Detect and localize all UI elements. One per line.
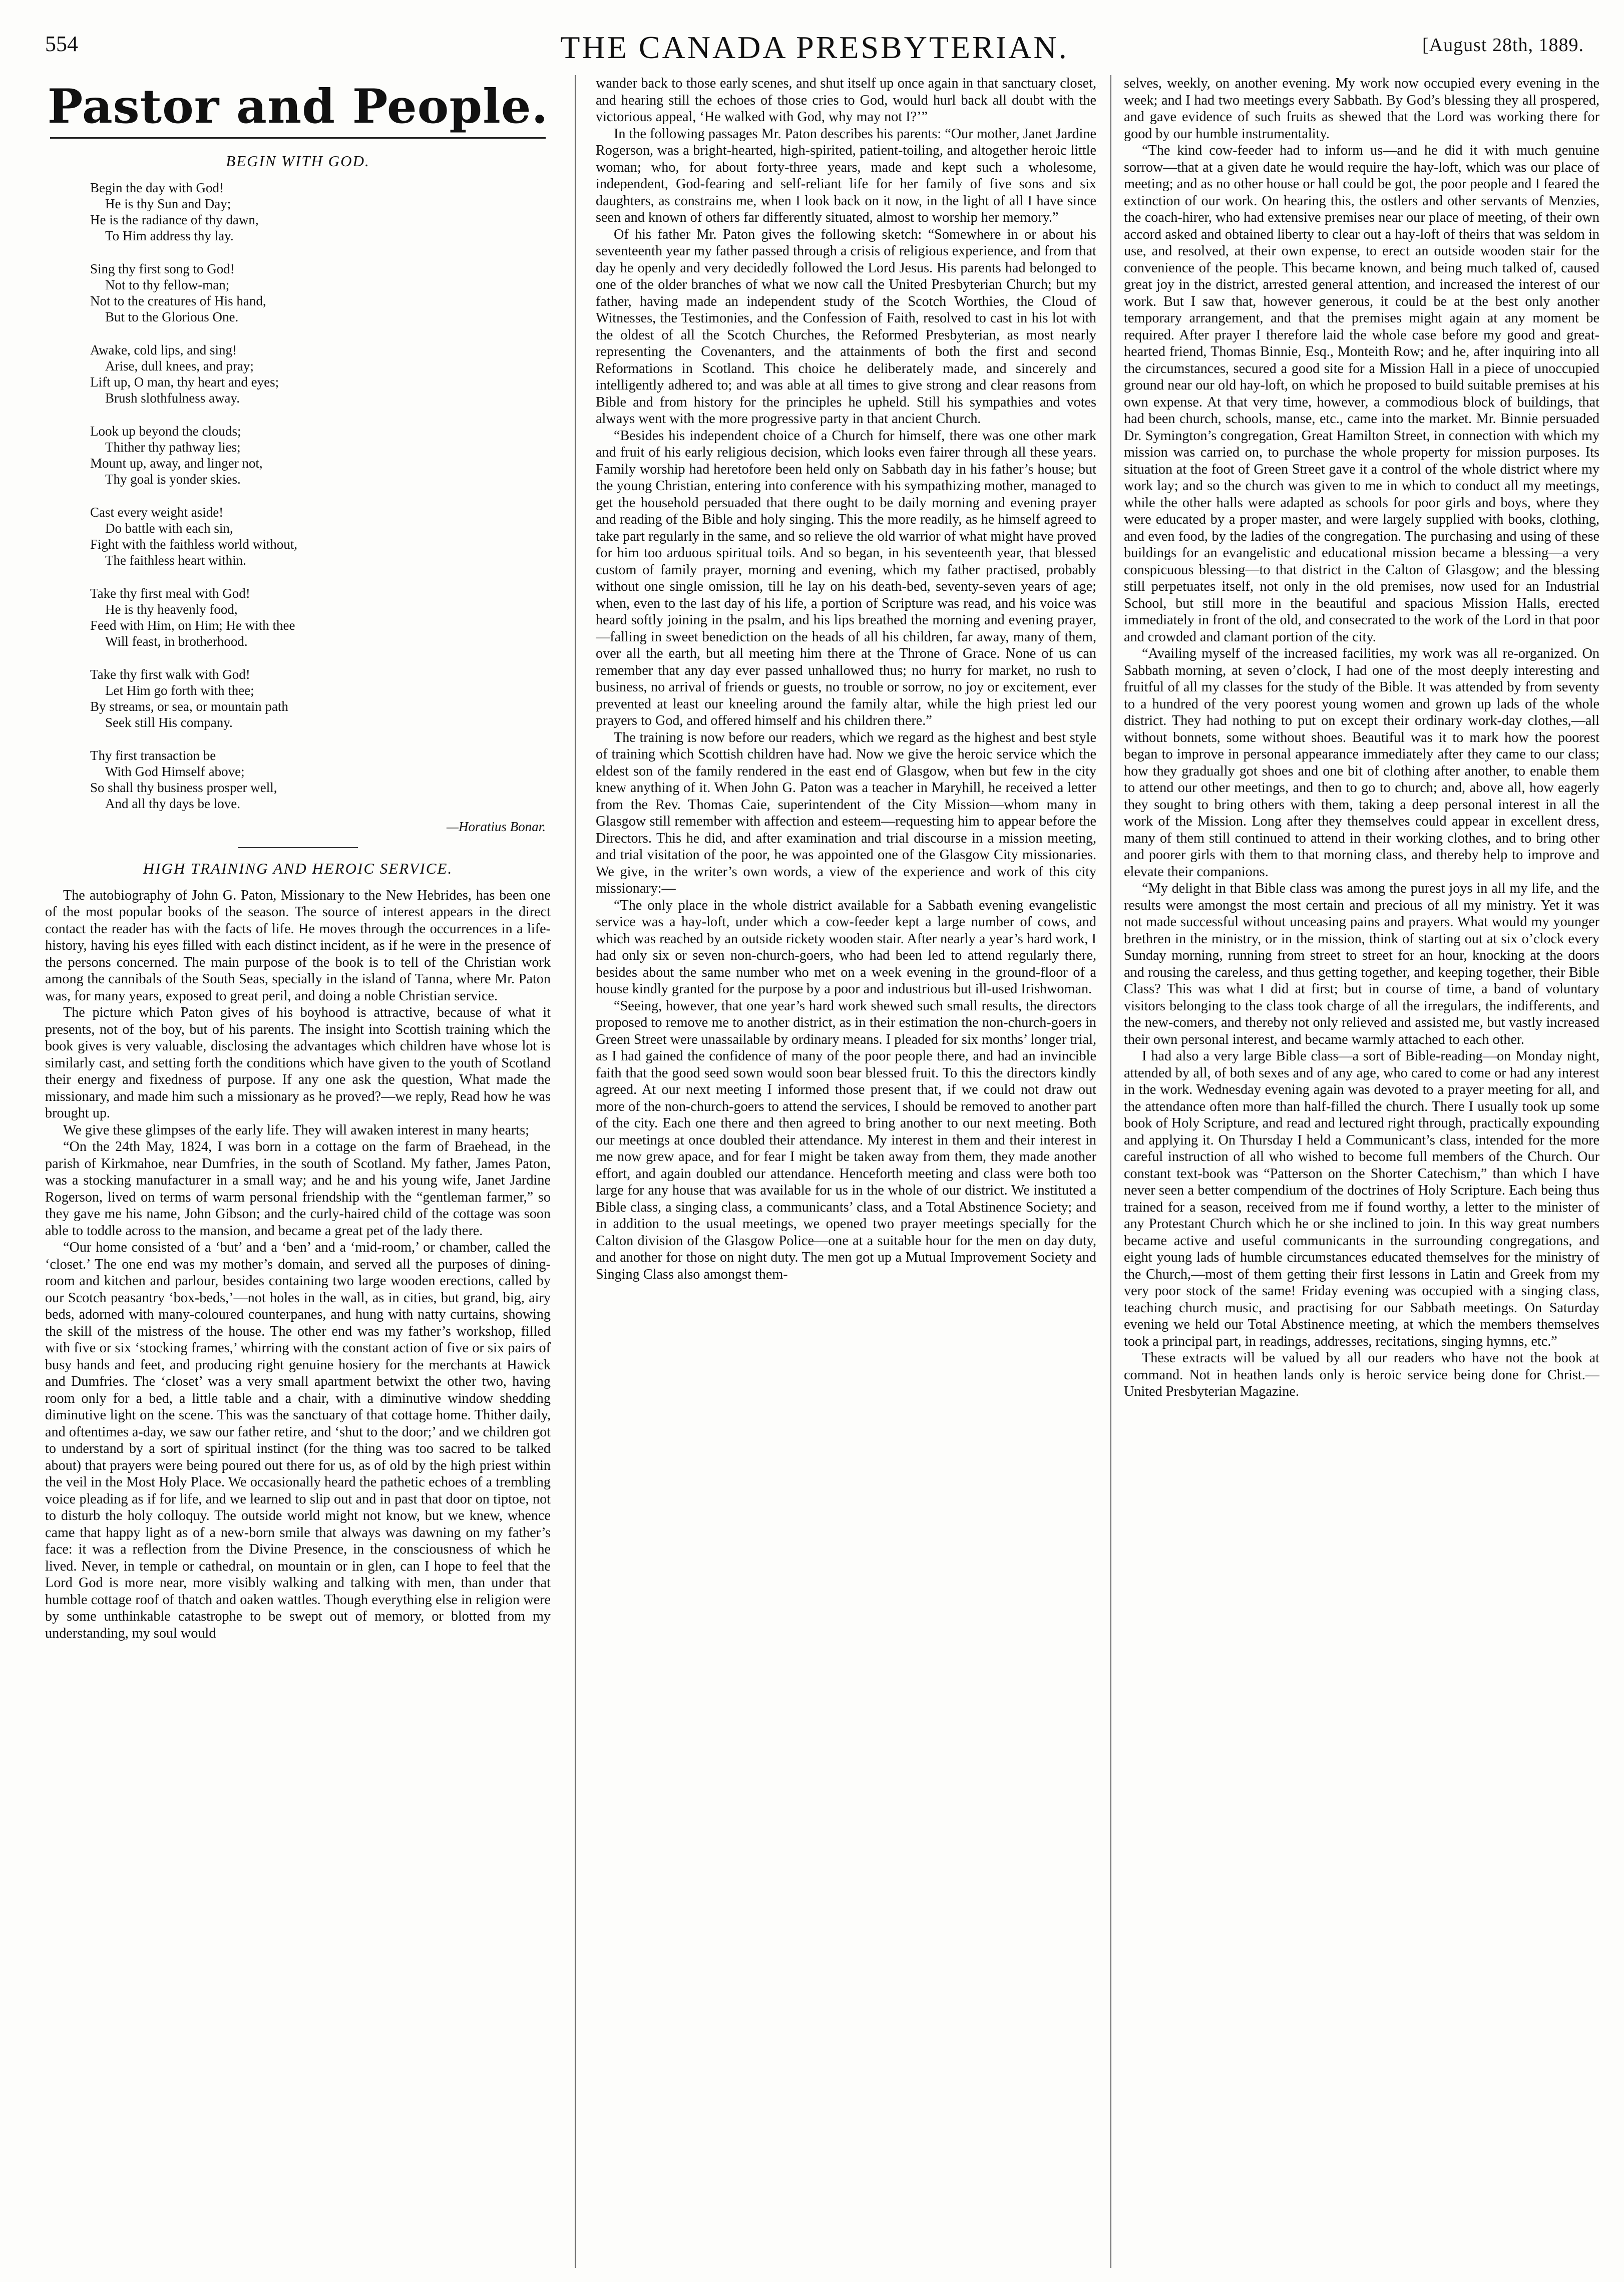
poem-stanza xyxy=(90,342,551,406)
poem-line: Look up beyond the clouds; xyxy=(90,423,241,439)
article-body-col3 xyxy=(1124,75,1599,1400)
poem-line: Thy first transaction be xyxy=(90,747,216,763)
poem-line: He is the radiance of thy dawn, xyxy=(90,212,259,227)
article-body-col1 xyxy=(45,887,551,1642)
article-paragraph: “My delight in that Bible class was among the purest joys in all my life, and the results were amongst the most certain and precious of all my ministry. Yet it was not made successful without unceasing pains and prayers. What would my younger brethren in the ministry, or in the mission, think of starting out at six o’clock every Sunday morning, running from street to street for an hour, knocking at the doors and rousing the careless, and thus getting together, and keeping together, their Bible Class? This was what I did at first; but in course of time, a band of voluntary visitors belonging to the class took charge of all the irregulars, the indifferents, and the new-comers, and thereby not only relieved and assisted me, but vastly increased their own personal interest, and became warmly attached to each other. xyxy=(1124,881,1599,1047)
poem-stanza xyxy=(90,504,551,568)
poem-line: Sing thy first song to God! xyxy=(90,261,235,276)
poem-title: BEGIN WITH GOD. xyxy=(226,152,370,170)
article-paragraph: “On the 24th May, 1824, I was born in a cottage on the farm of Braehead, in the parish of Kirkmahoe, near Dumfries, in the south of Scotland. My father, James Paton, was a stocking manufacturer in a small way; and he and his young wife, Janet Jardine Rogerson, lived on terms of warm personal friendship with the “gentleman farmer,” so they gave me his name, John Gibson; and the curly-haired child of the cottage was soon able to toddle across to the mansion, and became a great pet of the lady there. xyxy=(45,1139,551,1239)
poem-stanza xyxy=(90,180,551,244)
poem-line: Fight with the faithless world without, xyxy=(90,536,297,552)
article-paragraph: In the following passages Mr. Paton describes his parents: “Our mother, Janet Jardine Rogerson, was a bright-hearted, high-spirited, patient-toiling, and altogether heroic little woman; who, for about forty-three years, made and kept such a wholesome, independent, God-fearing and self-reliant life for her family of five sons and six daughters, as constrains me, when I look back on it now, in the light of all I have since seen and known of others far differently situated, almost to worship her memory.” xyxy=(596,126,1096,225)
article-paragraph: “The only place in the whole district available for a Sabbath evening evangelistic service was a hay-loft, under which a cow-feeder kept a large number of cows, and which was reached by an outside rickety wooden stair. After nearly a year’s hard work, I had only six or seven non-church-goers, who had been led to attend regularly there, besides about the same number who met on a week evening in the ground-floor of a house kindly granted for the purpose by a poor and industrious but ill-used Irishwoman. xyxy=(596,897,1096,997)
poem-line: And all thy days be love. xyxy=(105,796,240,811)
poem-line: Awake, cold lips, and sing! xyxy=(90,342,237,357)
article-body-col2 xyxy=(596,75,1096,1283)
poem-line: To Him address thy lay. xyxy=(105,228,234,243)
article-paragraph: “Our home consisted of a ‘but’ and a ‘ben’ and a ‘mid-room,’ or chamber, called the ‘closet.’ The one end was my mother’s domain, and served all the purposes of dining-room and kitchen and parlour, besides containing two large wooden erections, called by our Scotch peasantry ‘box-beds,’—not holes in the wall, as in cities, but grand, big, airy beds, adorned with many-coloured counterpanes, and hung with natty curtains, showing the skill of the mistress of the house. The other end was my father’s workshop, filled with five or six ‘stocking frames,’ whirring with the constant action of five or six pairs of busy hands and feet, and producing right genuine hosiery for the merchants at Hawick and Dumfries. The ‘closet’ was a very small apartment betwixt the other two, having room only for a bed, a little table and a chair, with a diminutive window shedding diminutive light on the scene. This was the sanctuary of that cottage home. Thither daily, and oftentimes a-day, we saw our father retire, and ‘shut to the door;’ and we children got to understand by a sort of spiritual instinct (for the thing was too sacred to be talked about) that prayers were being poured out there for us, as of old by the high priest within the veil in the Most Holy Place. We occasionally heard the pathetic echoes of a trembling voice pleading as if for life, and we learned to slip out and in past that door on tiptoe, not to disturb the holy colloquy. The outside world might not know, but we knew, whence came that happy light as of a new-born smile that always was dawning on my father’s face: it was a reflection from the Divine Presence, in the consciousness of which he lived. Never, in temple or cathedral, on mountain or in glen, can I hope to feel that the Lord God is more near, more visibly walking and talking with men, than under that humble cottage roof of thatch and oaken wattles. Though everything else in religion were by some unthinkable catastrophe to be swept out of memory, or blotted from my understanding, my soul would xyxy=(45,1240,551,1641)
publication-title: THE CANADA PRESBYTERIAN. xyxy=(560,30,1069,65)
poem-stanza xyxy=(90,666,551,730)
article-paragraph: The training is now before our readers, which we regard as the highest and best style of training which Scottish children have had. Now we give the heroic service which the eldest son of the family rendered in the east end of Glasgow, when but few in the city knew anything of it. When John G. Paton was a teacher in Maryhill, he received a letter from the Rev. Thomas Caie, superintendent of the City Mission—whom many in Glasgow still remember with affection and esteem—requesting him to appear before the Directors. This he did, and after examination and trial discourse in a mission meeting, and trial visitation of the poor, he was appointed one of the Glasgow City missionaries. We give, in the writer’s own words, a view of the experience and work of this city missionary:— xyxy=(596,729,1096,896)
poem-stanza xyxy=(90,747,551,812)
poem-stanza xyxy=(90,261,551,325)
poem-line: By streams, or sea, or mountain path xyxy=(90,698,288,714)
section-divider xyxy=(238,847,358,848)
poem-line: Thy goal is yonder skies. xyxy=(105,471,241,487)
poem-line: Take thy first meal with God! xyxy=(90,585,250,601)
column-1 xyxy=(45,75,551,2268)
article-paragraph: We give these glimpses of the early life. They will awaken interest in many hearts; xyxy=(63,1122,530,1138)
article-paragraph: The picture which Paton gives of his boyhood is attractive, because of what it presents, not of the boy, but of his parents. The insight into Scottish training which the book gives is very valuable, disclosing the advantages which children have whose lot is similarly cast, and setting forth the conditions which have given to the youth of Scotland their energy and fixedness of purpose. If any one ask the question, What made the missionary, and made him such a missionary as he proved?—we reply, Read how he was brought up. xyxy=(45,1005,551,1121)
poem-line: Do battle with each sin, xyxy=(105,520,233,536)
poem-line: Cast every weight aside! xyxy=(90,504,224,520)
issue-date: [August 28th, 1889. xyxy=(1422,35,1584,56)
poem-line: Not to thy fellow-man; xyxy=(105,277,230,292)
poem-line: He is thy heavenly food, xyxy=(105,601,238,617)
poem-line: He is thy Sun and Day; xyxy=(105,196,231,211)
heading-rule xyxy=(50,137,546,139)
poem-line: But to the Glorious One. xyxy=(105,309,239,324)
poem-line: Mount up, away, and linger not, xyxy=(90,455,263,471)
poem-line: Lift up, O man, thy heart and eyes; xyxy=(90,374,279,390)
column-3 xyxy=(1124,75,1599,2268)
poem-line: Brush slothfulness away. xyxy=(105,390,240,406)
article-title: HIGH TRAINING AND HEROIC SERVICE. xyxy=(143,860,453,877)
poem-attribution: —Horatius Bonar. xyxy=(446,819,546,834)
poem-line: Will feast, in brotherhood. xyxy=(105,633,248,649)
column-2 xyxy=(596,75,1096,2268)
poem-line: Begin the day with God! xyxy=(90,180,224,195)
poem-line: Arise, dull knees, and pray; xyxy=(105,358,254,373)
article-paragraph: The autobiography of John G. Paton, Missionary to the New Hebrides, has been one of the most popular books of the season. The source of interest appears in the direct contact the reader has with the facts of life. He moves through the occurrences in a life-history, having his eyes filled with each distinct incident, as if he were in the presence of the persons concerned. The main purpose of the book is to tell of the Christian work among the cannibals of the South Seas, specially in the island of Tanna, where Mr. Paton was, for many years, exposed to great peril, and doing a noble Christian service. xyxy=(45,887,551,1004)
department-heading: Pastor and People. xyxy=(47,79,549,134)
article-paragraph: “Besides his independent choice of a Church for himself, there was one other mark and fruit of his early religious decision, which looks even fairer through all these years. Family worship had heretofore been held only on Sabbath day in his father’s house; but the young Christian, entering into conference with his sympathizing mother, managed to get the household persuaded that there ought to be daily morning and evening prayer and reading of the Bible and holy singing. This the more readily, as he himself agreed to take part regularly in the same, and so relieve the old warrior of what might have proved for him too arduous spiritual toils. And so began, in his seventeenth year, that blessed custom of family prayer, morning and evening, which my father practised, probably without one single omission, till he lay on his death-bed, seventy-seven years of age; when, even to the last day of his life, a portion of Scripture was read, and his voice was heard softly joining in the psalm, and his lips breathed the morning and evening prayer,—falling in sweet benediction on the heads of all his children, far away, many of them, over all the earth, but all meeting him there at the Throne of Grace. None of us can remember that any day ever passed unhallowed thus; no hurry for market, no rush to business, no arrival of friends or guests, no trouble or sorrow, no joy or excitement, ever prevented at least our kneeling around the family altar, while the high priest led our prayers to God, and offered himself and his children there.” xyxy=(596,428,1096,728)
article-paragraph: “The kind cow-feeder had to inform us—and he did it with much genuine sorrow—that at a given date he would require the hay-loft, which was our place of meeting; and as no other house or hall could be got, the poor people and I feared the extinction of our work. On hearing this, the ostlers and other servants of Menzies, the coach-hirer, who had extensive premises near our place of meeting, of their own accord asked and obtained liberty to clear out a hay-loft of theirs that was seldom in use, and resolved, at their own expense, to erect an outside wooden stair for the convenience of the people. This became known, and being much talked of, caused great joy in the district, arrested general attention, and increased the interest of our work. But I saw that, however generous, it could be at the best only another temporary arrangement, and that the premises might again at any moment be required. After prayer I therefore laid the whole case before my good and great-hearted friend, Thomas Binnie, Esq., Monteith Row; and he, after inquiring into all the circumstances, secured a good site for a Mission Hall in a piece of unoccupied ground near our old hay-loft, on which he proposed to build suitable premises at his own expense. At that very time, however, a commodious block of buildings, that had been church, schools, manse, etc., came into the market. Mr. Binnie persuaded Dr. Symington’s congregation, Great Hamilton Street, in connection with which my mission was carried on, to purchase the whole property for mission purposes. Its situation at the foot of Green Street gave it a control of the whole district where my work lay; and so the church was given to me in which to conduct all my meetings, while the other halls were adapted as schools for poor girls and boys, where they were educated by a proper master, and were largely supplied with books, clothing, and even food, by the ladies of the congregation. The purchasing and using of these buildings for an evangelistic and educational mission became a blessing—a very conspicuous blessing—to that district in the Calton of Glasgow; and the blessing still perpetuates itself, not only in the old premises, now used for an Industrial School, but still more in the beautiful and spacious Mission Halls, erected immediately in front of the old, and consecrated to the work of the Lord in that poor and crowded and clamant portion of the city. xyxy=(1124,143,1599,645)
poem-line: Thither thy pathway lies; xyxy=(105,439,241,455)
column-rule xyxy=(1110,75,1111,2268)
poem-line: Feed with Him, on Him; He with thee xyxy=(90,617,295,633)
article-paragraph: selves, weekly, on another evening. My work now occupied every evening in the week; and I had two meetings every Sabbath. By God’s blessing they all prospered, and gave evidence of such fruits as shewed that the Lord was working there for good by our humble instrumentality. xyxy=(1124,76,1599,142)
poem-stanza xyxy=(90,585,551,649)
poem-stanza xyxy=(90,423,551,487)
poem-line: Seek still His company. xyxy=(105,714,233,730)
article-paragraph: wander back to those early scenes, and shut itself up once again in that sanctuary closet, and hearing still the echoes of those cries to God, would hurl back all doubt with the victorious appeal, ‘He walked with God, why may not I?’” xyxy=(596,76,1096,125)
poem-line: So shall thy business prosper well, xyxy=(90,780,277,795)
poem-line: With God Himself above; xyxy=(105,764,245,779)
column-rule xyxy=(575,75,576,2268)
article-paragraph: “Availing myself of the increased facilities, my work was all re-organized. On Sabbath morning, at seven o’clock, I had one of the most deeply interesting and fruitful of all my classes for the study of the Bible. It was attended by from seventy to a hundred of the very poorest young women and grown up lads of the whole district. They had nothing to put on except their ordinary work-day clothes,—all without bonnets, some without shoes. Beautiful was it to mark how the poorest began to improve in personal appearance immediately after they came to our class; how they gradually got shoes and one bit of clothing after another, to enable them to attend our other meetings, and then to go to church; and, above all, how eagerly they sought to bring others with them, taking a deep personal interest in all the work of the Mission. Long after they themselves could appear in excellent dress, many of them still continued to attend in their working clothes, and to bring other and poorer girls with them to that morning class, and thereby help to improve and elevate their companions. xyxy=(1124,646,1599,880)
poem-line: Not to the creatures of His hand, xyxy=(90,293,266,308)
poem-line: Let Him go forth with thee; xyxy=(105,682,254,698)
running-head xyxy=(45,29,1584,64)
article-paragraph: I had also a very large Bible class—a sort of Bible-reading—on Monday night, attended by all, of both sexes and of any age, who cared to come or had any interest in the work. Wednesday evening again was devoted to a prayer meeting for all, and the attendance often more than half-filled the church. There I usually took up some book of Holy Scripture, and read and lectured right through, practically expounding and applying it. On Thursday I held a Communicant’s class, intended for the more careful instruction of all who wished to become full members of the Church. Our constant text-book was “Patterson on the Shorter Catechism,” than which I have never seen a better compendium of the doctrines of Holy Scripture. Each being thus trained for a season, received from me if found worthy, a letter to the minister of any Protestant Church which he or she inclined to join. In this way great numbers became active and useful communicants in the surrounding congregations, and eight young lads of humble circumstances educated themselves for the ministry of the Church,—most of them getting their first lessons in Latin and Greek from my very poor stock of the same! Friday evening was occupied with a singing class, teaching church music, and practising for our Sabbath meetings. On Saturday evening we held our Total Abstinence meeting, at which the members themselves took a principal part, in readings, addresses, recitations, singing hymns, etc.” xyxy=(1124,1048,1599,1349)
poem-line: Take thy first walk with God! xyxy=(90,666,250,682)
poem xyxy=(90,180,551,812)
poem-line: The faithless heart within. xyxy=(105,552,246,568)
page-number: 554 xyxy=(45,32,78,56)
article-paragraph: These extracts will be valued by all our readers who have not the book at command. Not in heathen lands only is heroic service being done for Christ.—United Presbyterian Magazine. xyxy=(1124,1350,1599,1399)
article-paragraph: Of his father Mr. Paton gives the following sketch: “Somewhere in or about his seventeenth year my father passed through a crisis of religious experience, and from that day he openly and very decidedly followed the Lord Jesus. His parents had belonged to one of the older branches of what we now call the United Presbyterian Church; but my father, having made an independent study of the Scotch Worthies, the Cloud of Witnesses, the Testimonies, and the Confession of Faith, resolved to cast in his lot with the oldest of all the Scotch Churches, the Reformed Presbyterian, as most nearly representing the Covenanters, and the attainments of both the first and second Reformations in Scotland. This choice he deliberately made, and sincerely and intelligently adhered to; and was able at all times to give strong and clear reasons from Bible and from history for the principles he upheld. Still his sympathies and votes always went with the more progressive party in that ancient Church. xyxy=(596,226,1096,427)
article-paragraph: “Seeing, however, that one year’s hard work shewed such small results, the directors proposed to remove me to another district, as in their estimation the non-church-goers in Green Street were unassailable by ordinary means. I pleaded for six months’ longer trial, as I had gained the confidence of many of the poor people there, and had an invincible faith that the good seed sown would soon bear blessed fruit. To this the directors kindly agreed. At our next meeting I informed those present that, if we could not draw out more of the non-church-goers to attend the services, I should be removed to another part of the city. Each one there and then agreed to bring another to our next meeting. Both our meetings at once doubled their attendance. My interest in them and their interest in me now grew apace, and for fear I might be taken away from them, they made another effort, and again doubled our attendance. Henceforth meeting and class were both too large for any house that was available for us in the whole of our district. We instituted a Bible class, a singing class, a communicants’ class, and a Total Abstinence Society; and in addition to the usual meetings, we opened two prayer meetings specially for the Calton division of the Glasgow Police—one at a suitable hour for the men on day duty, and another for those on night duty. The men got up a Mutual Improvement Society and Singing Class also amongst them- xyxy=(596,998,1096,1282)
